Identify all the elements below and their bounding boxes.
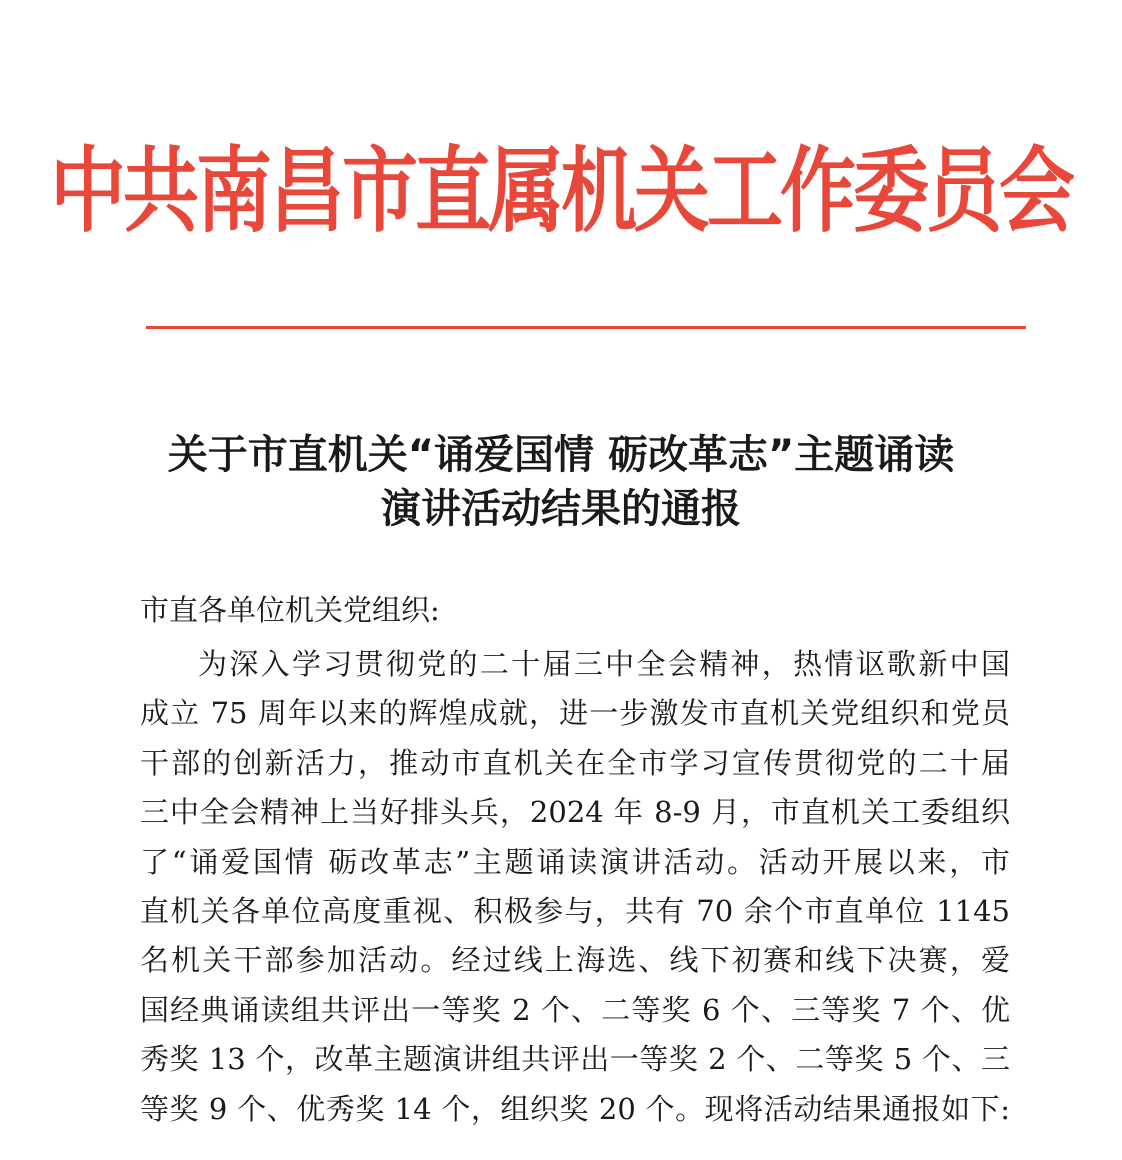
body-line: 名机关干部参加活动。经过线上海选、线下初赛和线下决赛，爱 — [140, 943, 1010, 978]
body-line: 直机关各单位高度重视、积极参与，共有 70 余个市直单位 1145 — [140, 893, 1010, 928]
document-title — [0, 428, 1122, 536]
document-salutation: 市直各单位机关党组织: — [140, 593, 440, 627]
body-line: 国经典诵读组共评出一等奖 2 个、二等奖 6 个、三等奖 7 个、优 — [140, 992, 1010, 1027]
body-line: 为深入学习贯彻党的二十届三中全会精神，热情讴歌新中国 — [198, 647, 1010, 681]
document-title-line-2: 演讲活动结果的通报 — [381, 486, 741, 532]
body-line: 干部的创新活力，推动市直机关在全市学习宣传贯彻党的二十届 — [140, 745, 1010, 780]
body-line: 秀奖 13 个，改革主题演讲组共评出一等奖 2 个、二等奖 5 个、三 — [140, 1042, 1010, 1077]
body-line: 三中全会精神上当好排头兵，2024 年 8-9 月，市直机关工委组织 — [140, 795, 1010, 830]
document-title-line-1: 关于市直机关“诵爱国情 砺改革志”主题诵读 — [167, 432, 955, 478]
document-body — [140, 640, 1010, 1134]
body-line: 了“诵爱国情 砺改革志”主题诵读演讲活动。活动开展以来，市 — [140, 844, 1010, 879]
letterhead-organization-name: 中共南昌市直属机关工作委员会 — [50, 136, 1072, 245]
body-line: 成立 75 周年以来的辉煌成就，进一步激发市直机关党组织和党员 — [140, 696, 1010, 731]
body-line: 等奖 9 个、优秀奖 14 个，组织奖 20 个。现将活动结果通报如下: — [140, 1091, 1010, 1126]
letterhead-red-divider — [146, 326, 1026, 329]
